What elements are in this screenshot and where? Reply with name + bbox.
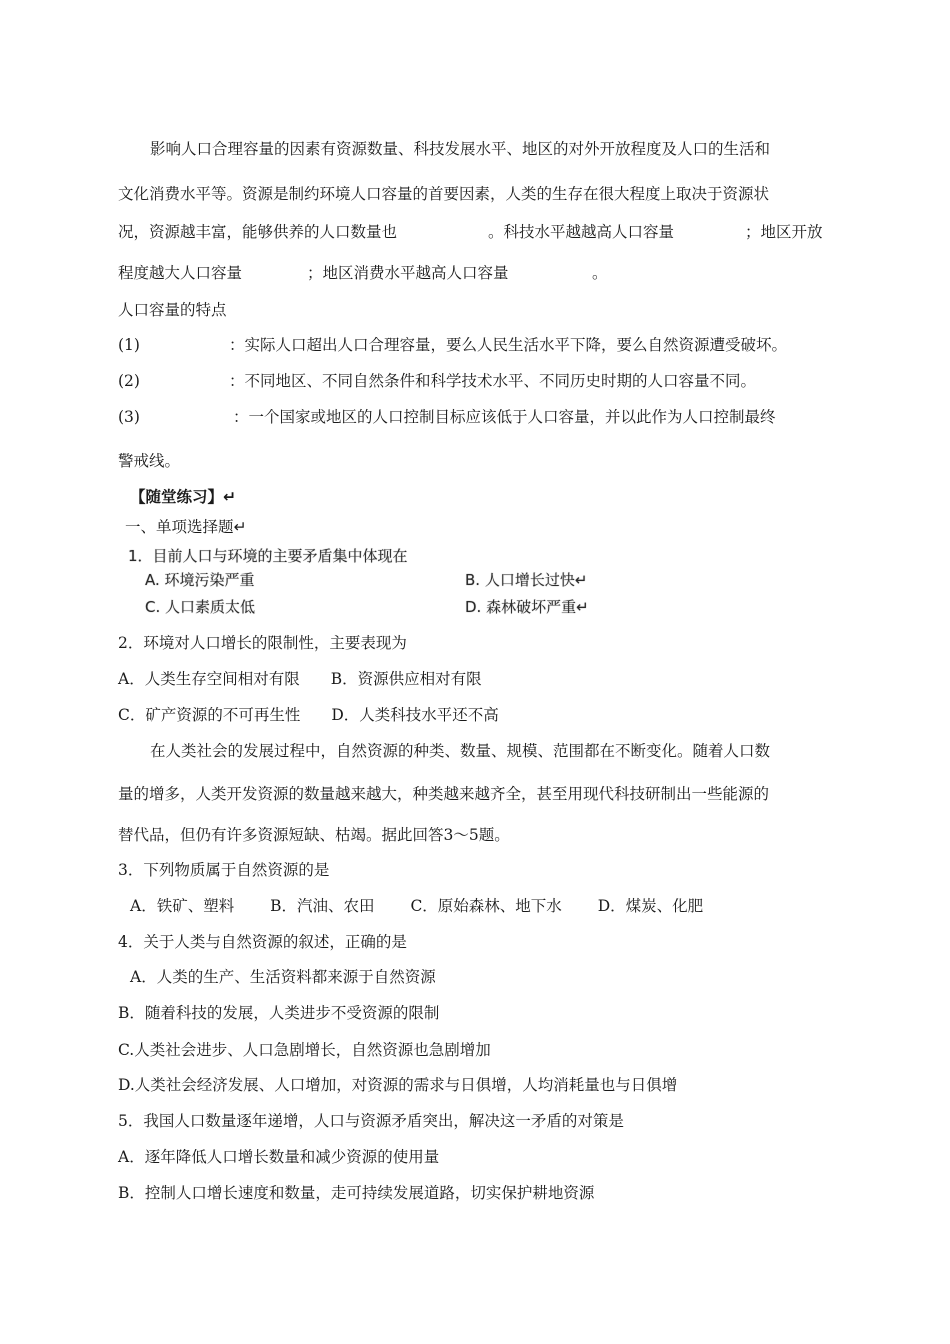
q1-stem: 1．目前人口与环境的主要矛盾集中体现在 xyxy=(128,547,408,565)
q5-option-a: A．逐年降低人口增长数量和减少资源的使用量 xyxy=(118,1148,440,1166)
passage-line-3: 替代品，但仍有许多资源短缺、枯竭。据此回答3～5题。 xyxy=(118,826,510,844)
trait-3-number: (3) xyxy=(118,408,140,426)
para-line-4a: 程度越大人口容量 xyxy=(118,264,243,282)
para-line-4c: 。 xyxy=(592,264,608,282)
q1-option-d: D. 森林破坏严重↵ xyxy=(465,598,589,616)
para-line-2: 文化消费水平等。资源是制约环境人口容量的首要因素，人类的生存在很大程度上取决于资源状 xyxy=(118,185,770,203)
para-line-1: 影响人口合理容量的因素有资源数量、科技发展水平、地区的对外开放程度及人口的生活和 xyxy=(150,140,771,158)
q4-stem: 4．关于人类与自然资源的叙述，正确的是 xyxy=(118,933,407,951)
passage-line-2: 量的增多，人类开发资源的数量越来越大，种类越来越齐全，甚至用现代科技研制出一些能源的 xyxy=(118,785,770,803)
q5-option-b: B．控制人口增长速度和数量，走可持续发展道路，切实保护耕地资源 xyxy=(118,1184,595,1202)
q4-option-a: A．人类的生产、生活资料都来源于自然资源 xyxy=(130,968,436,986)
q5-stem: 5．我国人口数量逐年递增，人口与资源矛盾突出，解决这一矛盾的对策是 xyxy=(118,1112,624,1130)
trait-3-continuation: 警戒线。 xyxy=(118,452,181,470)
q4-option-d: D.人类社会经济发展、人口增加，对资源的需求与日俱增，人均消耗量也与日俱增 xyxy=(118,1076,678,1094)
trait-3-text: ：一个国家或地区的人口控制目标应该低于人口容量，并以此作为人口控制最终 xyxy=(233,408,776,426)
q1-option-a: A. 环境污染严重 xyxy=(145,571,255,589)
q3-stem: 3．下列物质属于自然资源的是 xyxy=(118,861,330,879)
trait-2-number: (2) xyxy=(118,372,140,390)
practice-heading: 【随堂练习】↵ xyxy=(130,488,236,506)
trait-1-text: ：实际人口超出人口合理容量，要么人民生活水平下降，要么自然资源遭受破坏。 xyxy=(229,336,788,354)
para-line-4b: ；地区消费水平越高人口容量 xyxy=(307,264,509,282)
q1-option-c: C. 人口素质太低 xyxy=(145,598,256,616)
para-line-3b: 。科技水平越越高人口容量 xyxy=(488,223,675,241)
q4-option-c: C.人类社会进步、人口急剧增长，自然资源也急剧增加 xyxy=(118,1041,491,1059)
q1-option-b: B. 人口增长过快↵ xyxy=(465,571,588,589)
section-heading: 一、单项选择题↵ xyxy=(125,518,247,536)
q2-options-cd: C．矿产资源的不可再生性 D．人类科技水平还不高 xyxy=(118,706,499,724)
para-line-3c: ；地区开放 xyxy=(745,223,823,241)
para-line-3a: 况，资源越丰富，能够供养的人口数量也 xyxy=(118,223,398,241)
q2-stem: 2．环境对人口增长的限制性，主要表现为 xyxy=(118,634,407,652)
q2-options-ab: A．人类生存空间相对有限 B．资源供应相对有限 xyxy=(118,670,482,688)
q3-options: A．铁矿、塑料 B．汽油、农田 C．原始森林、地下水 D．煤炭、化肥 xyxy=(130,897,704,915)
traits-heading: 人口容量的特点 xyxy=(118,301,227,319)
q4-option-b: B．随着科技的发展，人类进步不受资源的限制 xyxy=(118,1004,440,1022)
trait-1-number: (1) xyxy=(118,336,140,354)
passage-line-1: 在人类社会的发展过程中，自然资源的种类、数量、规模、范围都在不断变化。随着人口数 xyxy=(150,742,771,760)
trait-2-text: ：不同地区、不同自然条件和科学技术水平、不同历史时期的人口容量不同。 xyxy=(229,372,757,390)
